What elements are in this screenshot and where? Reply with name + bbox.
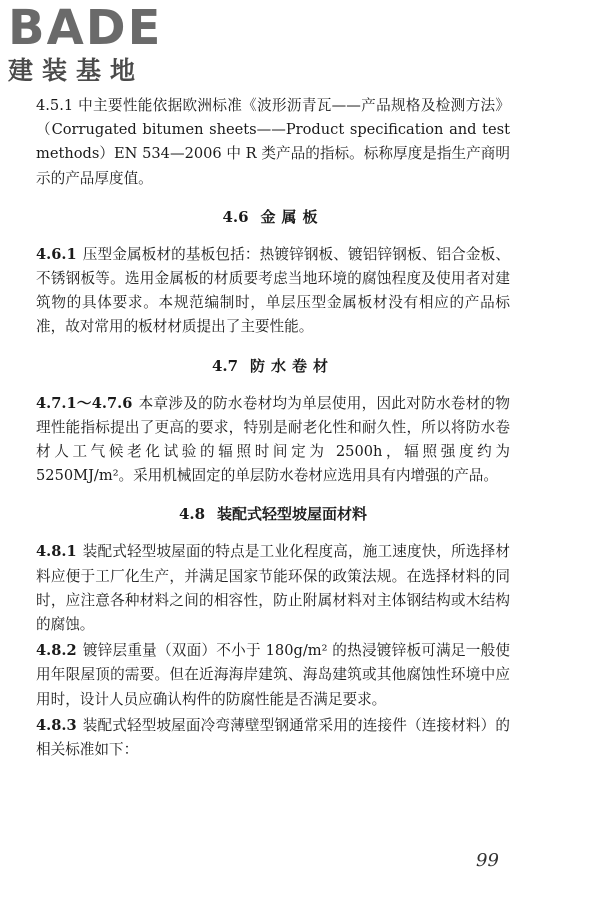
clause-text: 装配式轻型坡屋面的特点是工业化程度高，施工速度快，所选择材料应便于工厂化生产，并满足国家节能环保的政策法规。在选择材料的同时，应注意各种材料之间的相容性，防止附属材料对主体钢结构或木结构的腐蚀。 bbox=[36, 543, 510, 634]
clause-text: 本章涉及的防水卷材均为单层使用，因此对防水卷材的物理性能指标提出了更高的要求，特别是耐老化性和耐久性，所以将防水卷材人工气候老化试验的辐照时间定为 2500h，辐照强度约为 5250MJ/m²。采用机械固定的单层防水卷材应选用具有内增强的产品。 bbox=[36, 394, 510, 485]
logo-subtitle-text: 建装基地 bbox=[8, 56, 145, 85]
section-title: 装配式轻型坡屋面材料 bbox=[217, 505, 368, 524]
section-title: 防水卷材 bbox=[250, 356, 335, 375]
paragraph-4-8-2 bbox=[36, 639, 510, 712]
paragraph-4-5-1: 4.5.1 中主要性能依据欧洲标准《波形沥青瓦——产品规格及检测方法》（Corrugated bitumen sheets——Product specification and test methods）EN 534—2006 中 R 类产品的指标。标称厚度是指生产商明示的产品厚度值。 bbox=[36, 97, 510, 187]
section-heading-4-6 bbox=[36, 205, 510, 229]
brand-logo bbox=[8, 2, 178, 86]
paragraph-4-8-3 bbox=[36, 714, 510, 762]
document-body bbox=[36, 94, 510, 762]
section-number: 4.6 bbox=[222, 207, 249, 226]
clause-text: 装配式轻型坡屋面冷弯薄壁型钢通常采用的连接件（连接材料）的相关标准如下： bbox=[36, 716, 510, 759]
clause-number: 4.8.2 bbox=[36, 642, 77, 660]
section-title: 金属板 bbox=[260, 207, 324, 226]
section-heading-4-8 bbox=[36, 502, 510, 526]
paragraph-4-7-1 bbox=[36, 392, 510, 489]
paragraph-4-6-1 bbox=[36, 243, 510, 340]
section-number: 4.8 bbox=[178, 505, 206, 524]
section-heading-4-7 bbox=[36, 354, 510, 378]
logo-brand-text: BADE bbox=[8, 0, 163, 56]
section-number: 4.7 bbox=[211, 356, 239, 375]
page-number: 99 bbox=[476, 850, 499, 871]
clause-number: 4.8.3 bbox=[36, 716, 77, 734]
clause-text: 压型金属板材的基板包括：热镀锌钢板、镀铝锌钢板、铝合金板、不锈钢板等。选用金属板的材质要考虑当地环境的腐蚀程度及使用者对建筑物的具体要求。本规范编制时，单层压型金属板材没有相应的产品标准，故对常用的板材材质提出了主要性能。 bbox=[36, 245, 510, 336]
clause-text: 镀锌层重量（双面）不小于 180g/m² 的热浸镀锌板可满足一般使用年限屋顶的需要。但在近海海岸建筑、海岛建筑或其他腐蚀性环境中应用时，设计人员应确认构件的防腐性能是否满足要求。 bbox=[36, 642, 510, 708]
clause-number: 4.7.1～4.7.6 bbox=[36, 394, 133, 412]
paragraph-4-8-1 bbox=[36, 540, 510, 637]
clause-number: 4.6.1 bbox=[36, 245, 77, 263]
clause-number: 4.8.1 bbox=[36, 543, 77, 561]
